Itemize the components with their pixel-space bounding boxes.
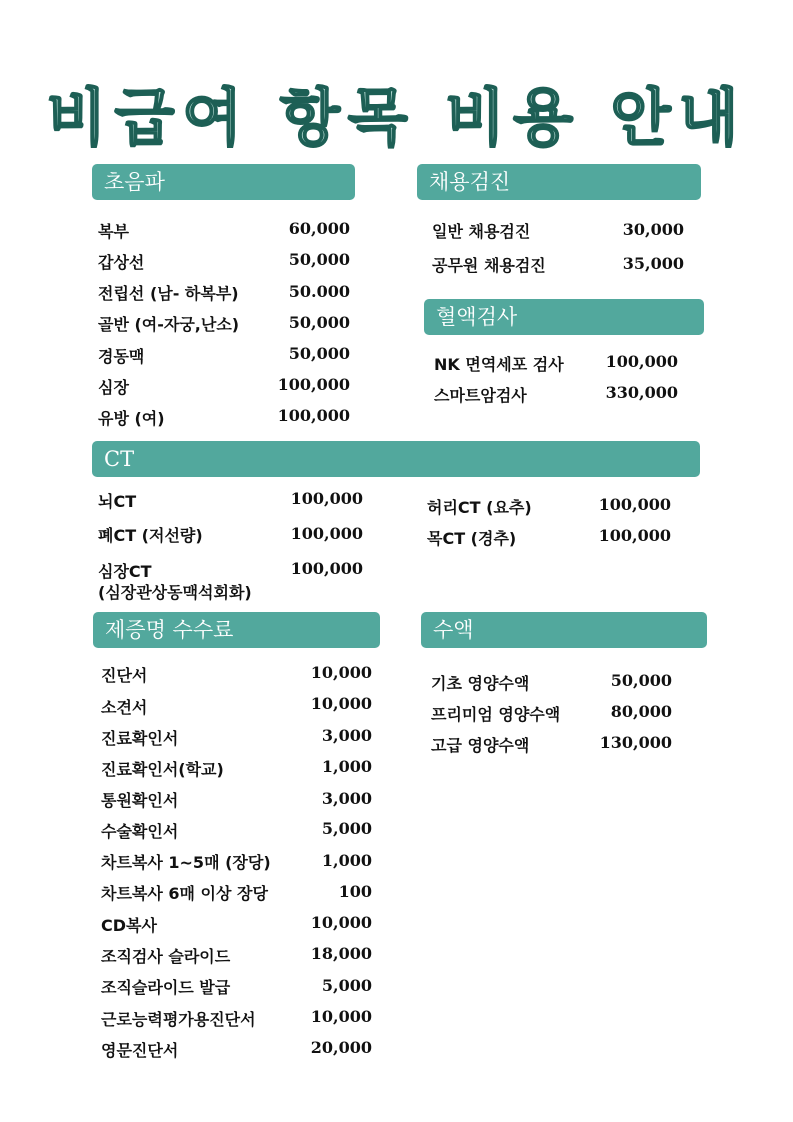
item-price: 100,000 — [277, 406, 350, 425]
item-price: 100 — [338, 882, 372, 901]
item-price: 50.000 — [288, 282, 350, 301]
item-price: 100,000 — [290, 489, 363, 508]
item-price: 3,000 — [321, 789, 372, 808]
section-header-blood: 혈액검사 — [424, 299, 704, 335]
item-label: 차트복사 1~5매 (장당) — [101, 853, 271, 872]
item-label: 폐CT (저선량) — [98, 526, 203, 545]
item-price: 20,000 — [310, 1038, 372, 1057]
list-item — [427, 495, 532, 518]
list-item — [431, 733, 529, 756]
list-item — [98, 559, 152, 582]
list-item — [101, 695, 147, 718]
list-item — [98, 523, 203, 546]
item-price: 50,000 — [288, 250, 350, 269]
item-price: 3,000 — [321, 726, 372, 745]
item-price: 50,000 — [288, 344, 350, 363]
item-label: 허리CT (요추) — [427, 498, 532, 517]
list-item — [98, 219, 129, 242]
list-item — [101, 788, 178, 811]
list-item — [101, 1038, 178, 1061]
list-item — [431, 702, 560, 725]
item-label: 차트복사 6매 이상 장당 — [101, 884, 268, 903]
list-item-sub — [98, 580, 252, 603]
item-price: 5,000 — [321, 819, 372, 838]
item-price: 10,000 — [310, 694, 372, 713]
item-label: 전립선 (남- 하복부) — [98, 284, 239, 303]
item-price: 50,000 — [610, 671, 672, 690]
item-label: 근로능력평가용진단서 — [101, 1010, 256, 1029]
item-label: (심장관상동맥석회화) — [98, 583, 252, 602]
section-header-employment: 채용검진 — [417, 164, 701, 200]
item-label: 골반 (여-자궁,난소) — [98, 315, 240, 334]
item-price: 35,000 — [622, 254, 684, 273]
item-price: 30,000 — [622, 220, 684, 239]
list-item — [431, 671, 529, 694]
item-price: 18,000 — [310, 944, 372, 963]
page-title: 비급여 항목 비용 안내 — [46, 81, 747, 154]
item-price: 100,000 — [598, 526, 671, 545]
list-item — [98, 375, 129, 398]
item-label: 진료확인서(학교) — [101, 760, 224, 779]
item-label: 통원확인서 — [101, 791, 179, 810]
item-label: 목CT (경추) — [427, 529, 517, 548]
list-item — [98, 312, 239, 335]
list-item — [101, 944, 230, 967]
list-item — [101, 819, 178, 842]
item-price: 5,000 — [321, 976, 372, 995]
item-label: 복부 — [98, 222, 129, 241]
item-label: 조직슬라이드 발급 — [101, 978, 231, 997]
list-item — [101, 975, 230, 998]
list-item — [427, 526, 516, 549]
item-label: 기초 영양수액 — [431, 674, 530, 693]
list-item — [101, 850, 271, 873]
item-price: 80,000 — [610, 702, 672, 721]
item-price: 10,000 — [310, 1007, 372, 1026]
item-price: 60,000 — [288, 219, 350, 238]
list-item — [101, 757, 224, 780]
item-label: 갑상선 — [98, 253, 145, 272]
item-label: CD복사 — [101, 916, 157, 935]
item-price: 100,000 — [290, 524, 363, 543]
item-price: 100,000 — [277, 375, 350, 394]
item-label: 소견서 — [101, 698, 148, 717]
item-price: 1,000 — [321, 757, 372, 776]
list-item — [98, 489, 136, 512]
item-price: 100,000 — [605, 352, 678, 371]
item-price: 330,000 — [605, 383, 678, 402]
section-header-ultrasound: 초음파 — [92, 164, 355, 200]
item-label: 심장CT — [98, 562, 152, 581]
item-label: 수술확인서 — [101, 822, 179, 841]
item-label: 심장 — [98, 378, 129, 397]
item-price: 10,000 — [310, 913, 372, 932]
item-price: 100,000 — [290, 559, 363, 578]
list-item — [434, 352, 564, 375]
list-item — [98, 344, 144, 367]
section-header-iv: 수액 — [421, 612, 707, 648]
section-header-certificates: 제증명 수수료 — [93, 612, 380, 648]
item-price: 10,000 — [310, 663, 372, 682]
item-label: 고급 영양수액 — [431, 736, 530, 755]
list-item — [101, 881, 268, 904]
list-item — [98, 250, 144, 273]
list-item — [432, 219, 530, 242]
list-item — [101, 913, 157, 936]
item-label: 경동맥 — [98, 347, 145, 366]
list-item — [98, 281, 239, 304]
list-item — [432, 253, 546, 276]
item-price: 100,000 — [598, 495, 671, 514]
item-price: 50,000 — [288, 313, 350, 332]
list-item — [101, 663, 147, 686]
item-label: 프리미엄 영양수액 — [431, 705, 561, 724]
item-label: 유방 (여) — [98, 409, 165, 428]
item-label: 조직검사 슬라이드 — [101, 947, 231, 966]
item-label: 진료확인서 — [101, 729, 179, 748]
list-item — [98, 406, 165, 429]
item-label: NK 면역세포 검사 — [434, 355, 564, 374]
item-label: 일반 채용검진 — [432, 222, 531, 241]
list-item — [101, 726, 178, 749]
item-label: 공무원 채용검진 — [432, 256, 546, 275]
item-price: 1,000 — [321, 851, 372, 870]
list-item — [101, 1007, 256, 1030]
section-header-ct: CT — [92, 441, 700, 477]
item-label: 뇌CT — [98, 492, 137, 511]
item-label: 진단서 — [101, 666, 148, 685]
item-label: 영문진단서 — [101, 1041, 179, 1060]
item-label: 스마트암검사 — [434, 386, 527, 405]
list-item — [434, 383, 527, 406]
item-price: 130,000 — [599, 733, 672, 752]
